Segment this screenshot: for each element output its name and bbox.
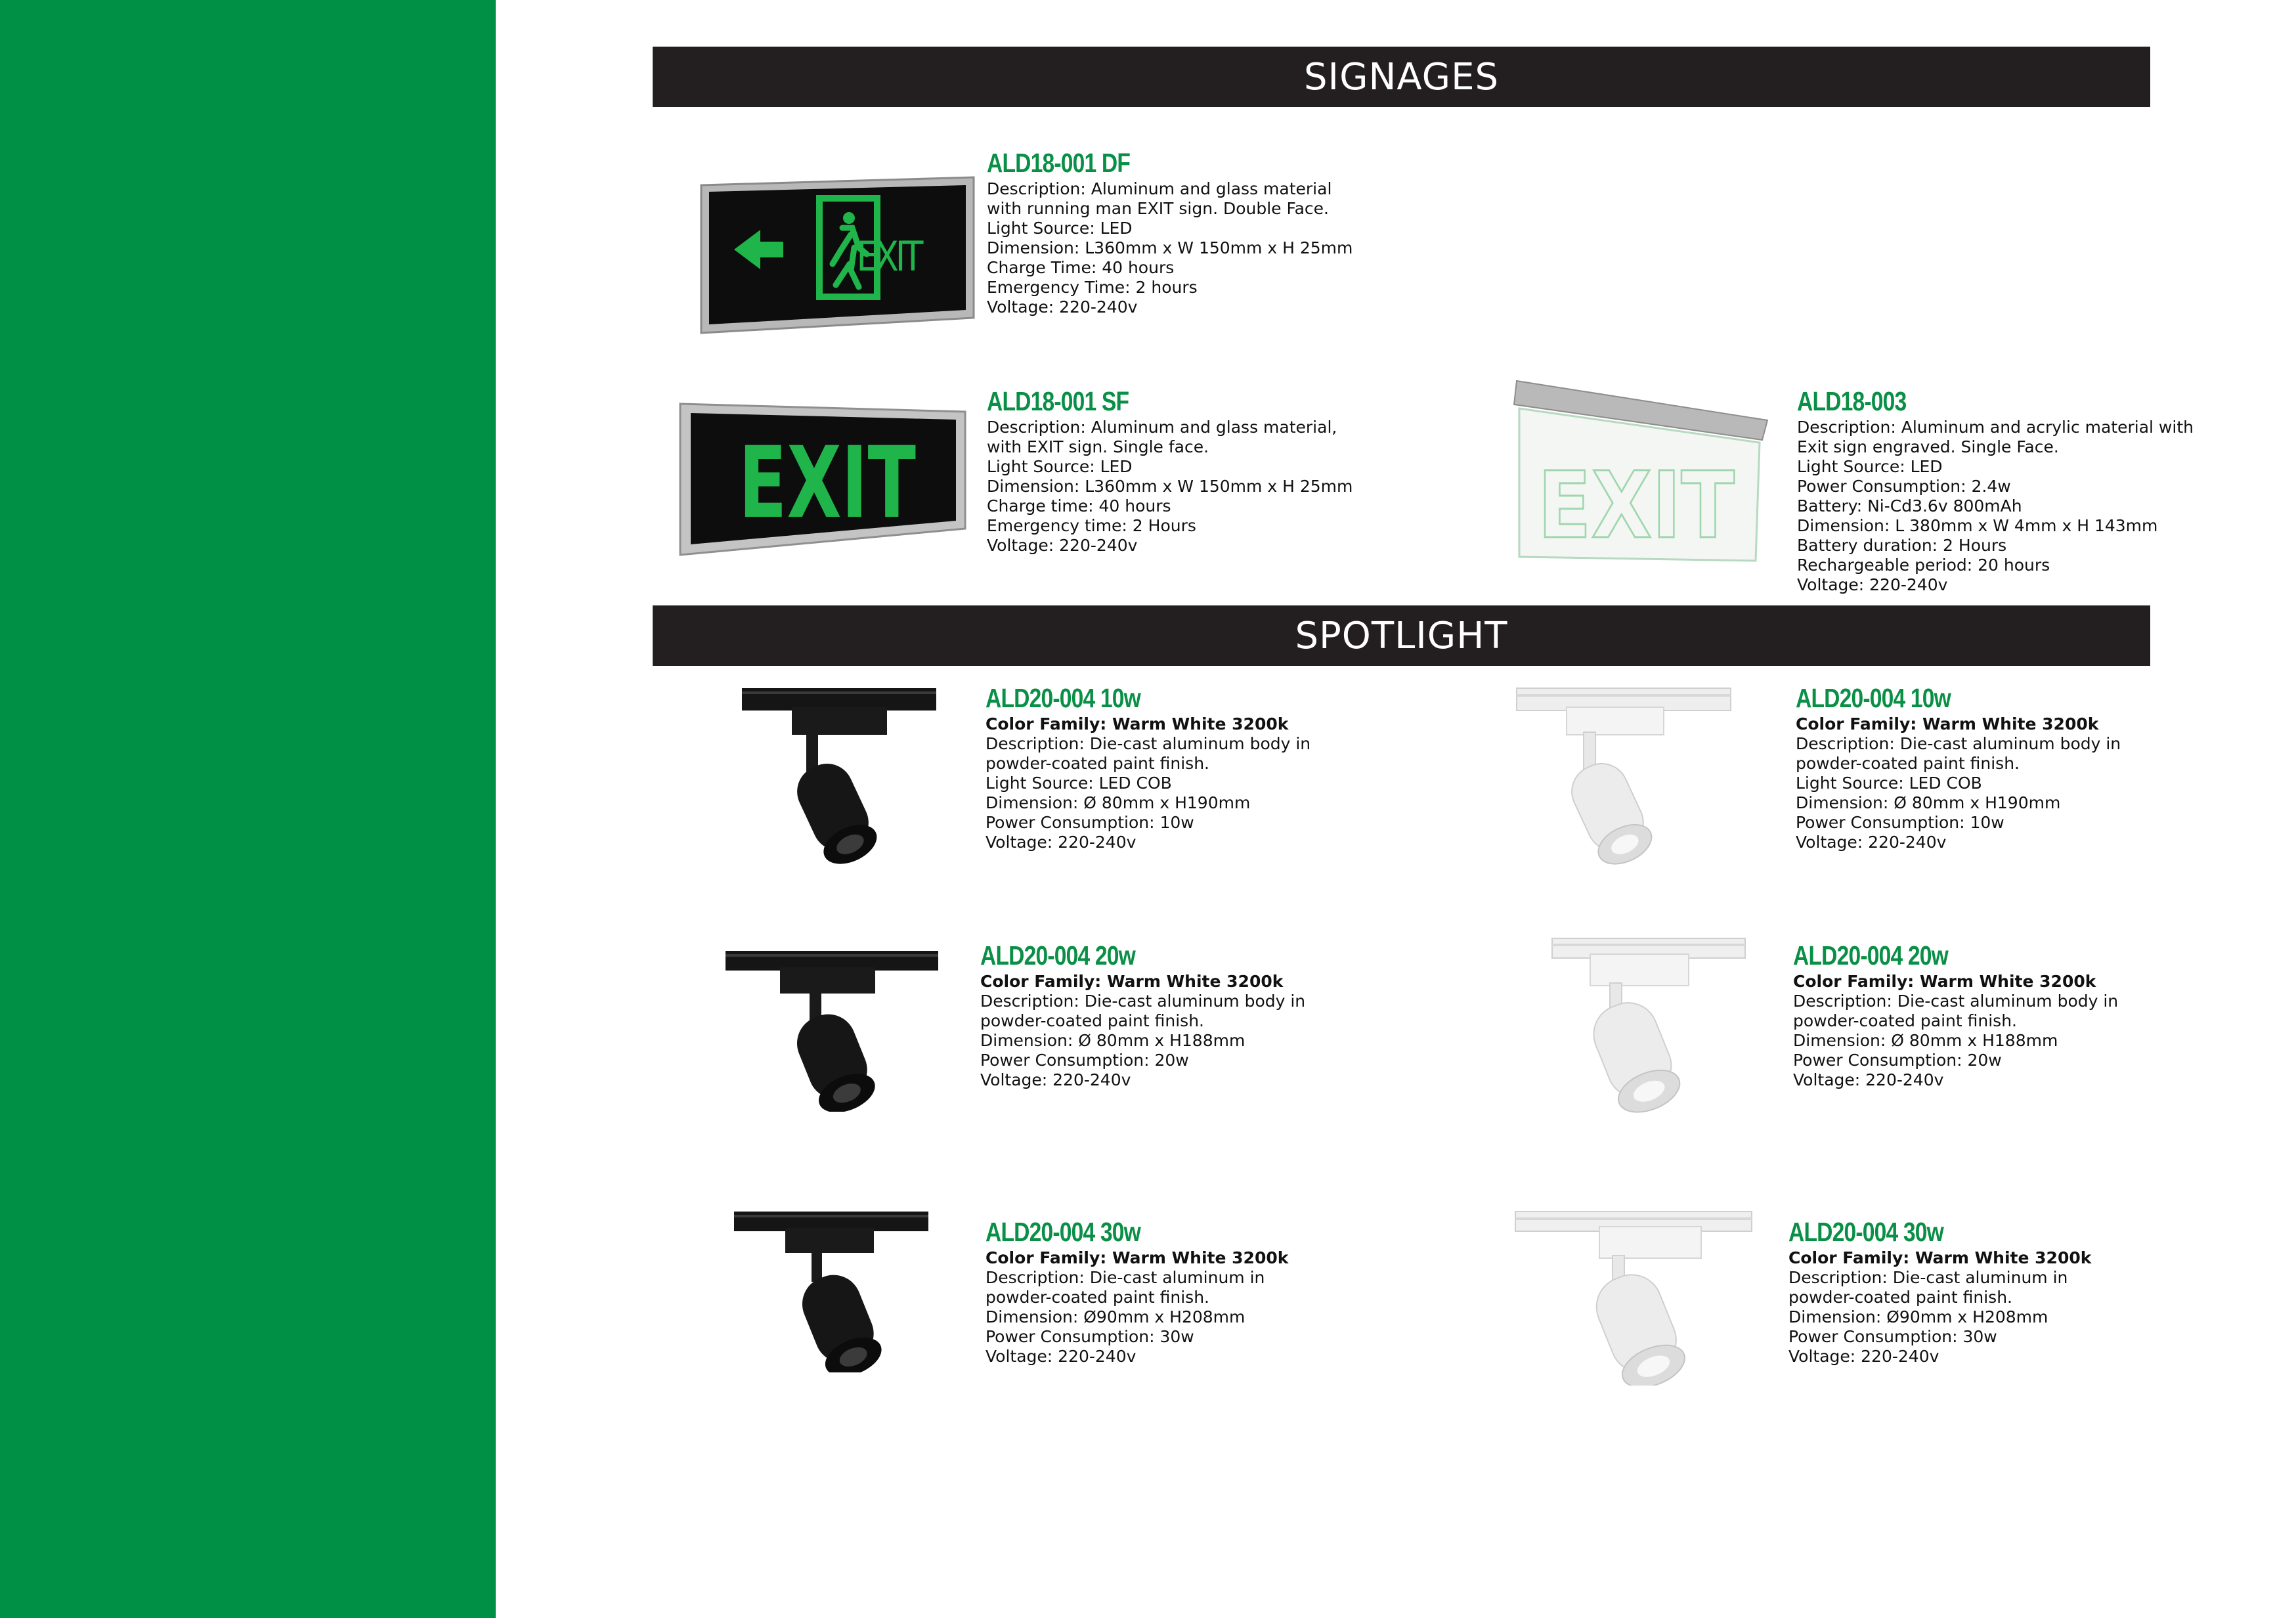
product-code: ALD20-004 20w: [1793, 940, 1949, 971]
color-family: Color Family: Warm White 3200k: [986, 1248, 1289, 1267]
spec-line: Voltage: 220-240v: [1797, 575, 1948, 594]
product-code: ALD20-004 10w: [1796, 683, 1951, 713]
svg-text:EXIT: EXIT: [1538, 452, 1735, 559]
product-ald20-004-30w-black: [986, 1217, 1288, 1367]
product-ald18-001-df: [987, 148, 1353, 317]
svg-text:EXIT: EXIT: [739, 426, 916, 540]
spec-line: Description: Aluminum and glass material: [987, 179, 1332, 198]
product-code: ALD20-004 10w: [986, 683, 1141, 713]
spec-line: Rechargeable period: 20 hours: [1797, 556, 2050, 575]
spec-line: Voltage: 220-240v: [986, 1347, 1137, 1366]
color-family: Color Family: Warm White 3200k: [980, 972, 1284, 991]
section-header-signages: [653, 47, 2150, 107]
spec-line: Exit sign engraved. Single Face.: [1797, 437, 2059, 456]
spec-line: Voltage: 220-240v: [987, 297, 1138, 317]
spec-line: Light Source: LED: [987, 219, 1133, 238]
spec-line: Voltage: 220-240v: [1788, 1347, 1939, 1366]
spec-line: powder-coated paint finish.: [1788, 1288, 2013, 1307]
exit-sign-double-face-image: [695, 172, 977, 336]
spec-line: Voltage: 220-240v: [987, 536, 1138, 555]
spec-line: Description: Die-cast aluminum body in: [986, 734, 1311, 753]
spec-line: with EXIT sign. Single face.: [987, 437, 1209, 456]
spec-line: Voltage: 220-240v: [1793, 1070, 1944, 1089]
spec-line: Emergency time: 2 Hours: [987, 516, 1196, 535]
black-track-spotlight-20w-image: [724, 948, 941, 1112]
black-track-spotlight-10w-image: [741, 685, 938, 869]
spec-line: Power Consumption: 10w: [1796, 813, 2004, 832]
spec-line: Dimension: Ø 80mm x H190mm: [986, 793, 1251, 812]
spec-line: with running man EXIT sign. Double Face.: [987, 199, 1329, 218]
color-family: Color Family: Warm White 3200k: [1793, 972, 2096, 991]
spec-line: Power Consumption: 30w: [1788, 1327, 1997, 1346]
spec-line: Dimension: Ø90mm x H208mm: [1788, 1307, 2048, 1326]
spec-line: Battery duration: 2 Hours: [1797, 536, 2007, 555]
edge-lit-exit-sign-image: [1511, 380, 1774, 563]
spec-line: Light Source: LED: [1797, 457, 1943, 476]
spec-line: powder-coated paint finish.: [1796, 754, 2020, 773]
spec-line: Voltage: 220-240v: [1796, 833, 1947, 852]
spec-line: powder-coated paint finish.: [986, 1288, 1210, 1307]
white-track-spotlight-10w-image: [1515, 685, 1732, 869]
product-code: ALD18-001 DF: [987, 148, 1131, 178]
spec-line: Dimension: Ø90mm x H208mm: [986, 1307, 1245, 1326]
spec-line: Charge Time: 40 hours: [987, 258, 1175, 277]
spec-line: Dimension: Ø 80mm x H190mm: [1796, 793, 2061, 812]
spec-line: Dimension: Ø 80mm x H188mm: [1793, 1031, 2058, 1050]
spec-line: Description: Die-cast aluminum in: [986, 1268, 1265, 1287]
product-ald20-004-30w-white: [1788, 1217, 2091, 1367]
spec-line: Description: Die-cast aluminum body in: [1796, 734, 2121, 753]
spec-line: Voltage: 220-240v: [986, 833, 1137, 852]
spec-line: Light Source: LED: [987, 457, 1133, 476]
svg-text:EXIT: EXIT: [856, 232, 924, 281]
product-code: ALD20-004 30w: [986, 1217, 1141, 1247]
spec-line: Description: Die-cast aluminum in: [1788, 1268, 2068, 1287]
spec-line: Dimension: L 380mm x W 4mm x H 143mm: [1797, 516, 2158, 535]
black-track-spotlight-30w-image: [733, 1208, 930, 1372]
spec-line: Dimension: Ø 80mm x H188mm: [980, 1031, 1245, 1050]
spec-line: Power Consumption: 20w: [1793, 1051, 2002, 1070]
section-title: SPOTLIGHT: [1295, 614, 1508, 657]
product-code: ALD18-003: [1797, 386, 1907, 416]
spec-line: Power Consumption: 30w: [986, 1327, 1194, 1346]
spec-line: Emergency Time: 2 hours: [987, 278, 1198, 297]
product-ald18-003: [1797, 386, 2194, 595]
spec-line: powder-coated paint finish.: [980, 1011, 1205, 1030]
product-ald20-004-10w-white: [1796, 683, 2121, 852]
green-sidebar: [0, 0, 496, 1618]
spec-line: powder-coated paint finish.: [986, 754, 1210, 773]
exit-sign-single-face-image: [676, 397, 968, 561]
product-ald20-004-20w-white: [1793, 940, 2118, 1090]
spec-line: Battery: Ni-Cd3.6v 800mAh: [1797, 496, 2022, 515]
spec-line: powder-coated paint finish.: [1793, 1011, 2018, 1030]
spec-line: Description: Aluminum and glass material,: [987, 418, 1337, 437]
white-track-spotlight-30w-image: [1514, 1208, 1754, 1386]
white-track-spotlight-20w-image: [1551, 936, 1748, 1113]
spec-line: Description: Die-cast aluminum body in: [1793, 992, 2119, 1011]
section-title: SIGNAGES: [1304, 55, 1499, 98]
product-code: ALD20-004 20w: [980, 940, 1136, 971]
spec-line: Dimension: L360mm x W 150mm x H 25mm: [987, 477, 1353, 496]
product-ald20-004-20w-black: [980, 940, 1305, 1090]
product-code: ALD18-001 SF: [987, 386, 1129, 416]
spec-line: Voltage: 220-240v: [980, 1070, 1131, 1089]
spec-line: Power Consumption: 20w: [980, 1051, 1189, 1070]
section-header-spotlight: [653, 605, 2150, 666]
product-ald18-001-sf: [987, 386, 1353, 556]
spec-line: Power Consumption: 10w: [986, 813, 1194, 832]
product-ald20-004-10w-black: [986, 683, 1310, 852]
color-family: Color Family: Warm White 3200k: [1788, 1248, 2092, 1267]
product-code: ALD20-004 30w: [1788, 1217, 1944, 1247]
spec-line: Charge time: 40 hours: [987, 496, 1171, 515]
spec-line: Dimension: L360mm x W 150mm x H 25mm: [987, 238, 1353, 257]
color-family: Color Family: Warm White 3200k: [1796, 714, 2099, 733]
color-family: Color Family: Warm White 3200k: [986, 714, 1289, 733]
spec-line: Power Consumption: 2.4w: [1797, 477, 2011, 496]
spec-line: Light Source: LED COB: [986, 774, 1172, 793]
spec-line: Light Source: LED COB: [1796, 774, 1982, 793]
spec-line: Description: Aluminum and acrylic material with: [1797, 418, 2194, 437]
spec-line: Description: Die-cast aluminum body in: [980, 992, 1306, 1011]
